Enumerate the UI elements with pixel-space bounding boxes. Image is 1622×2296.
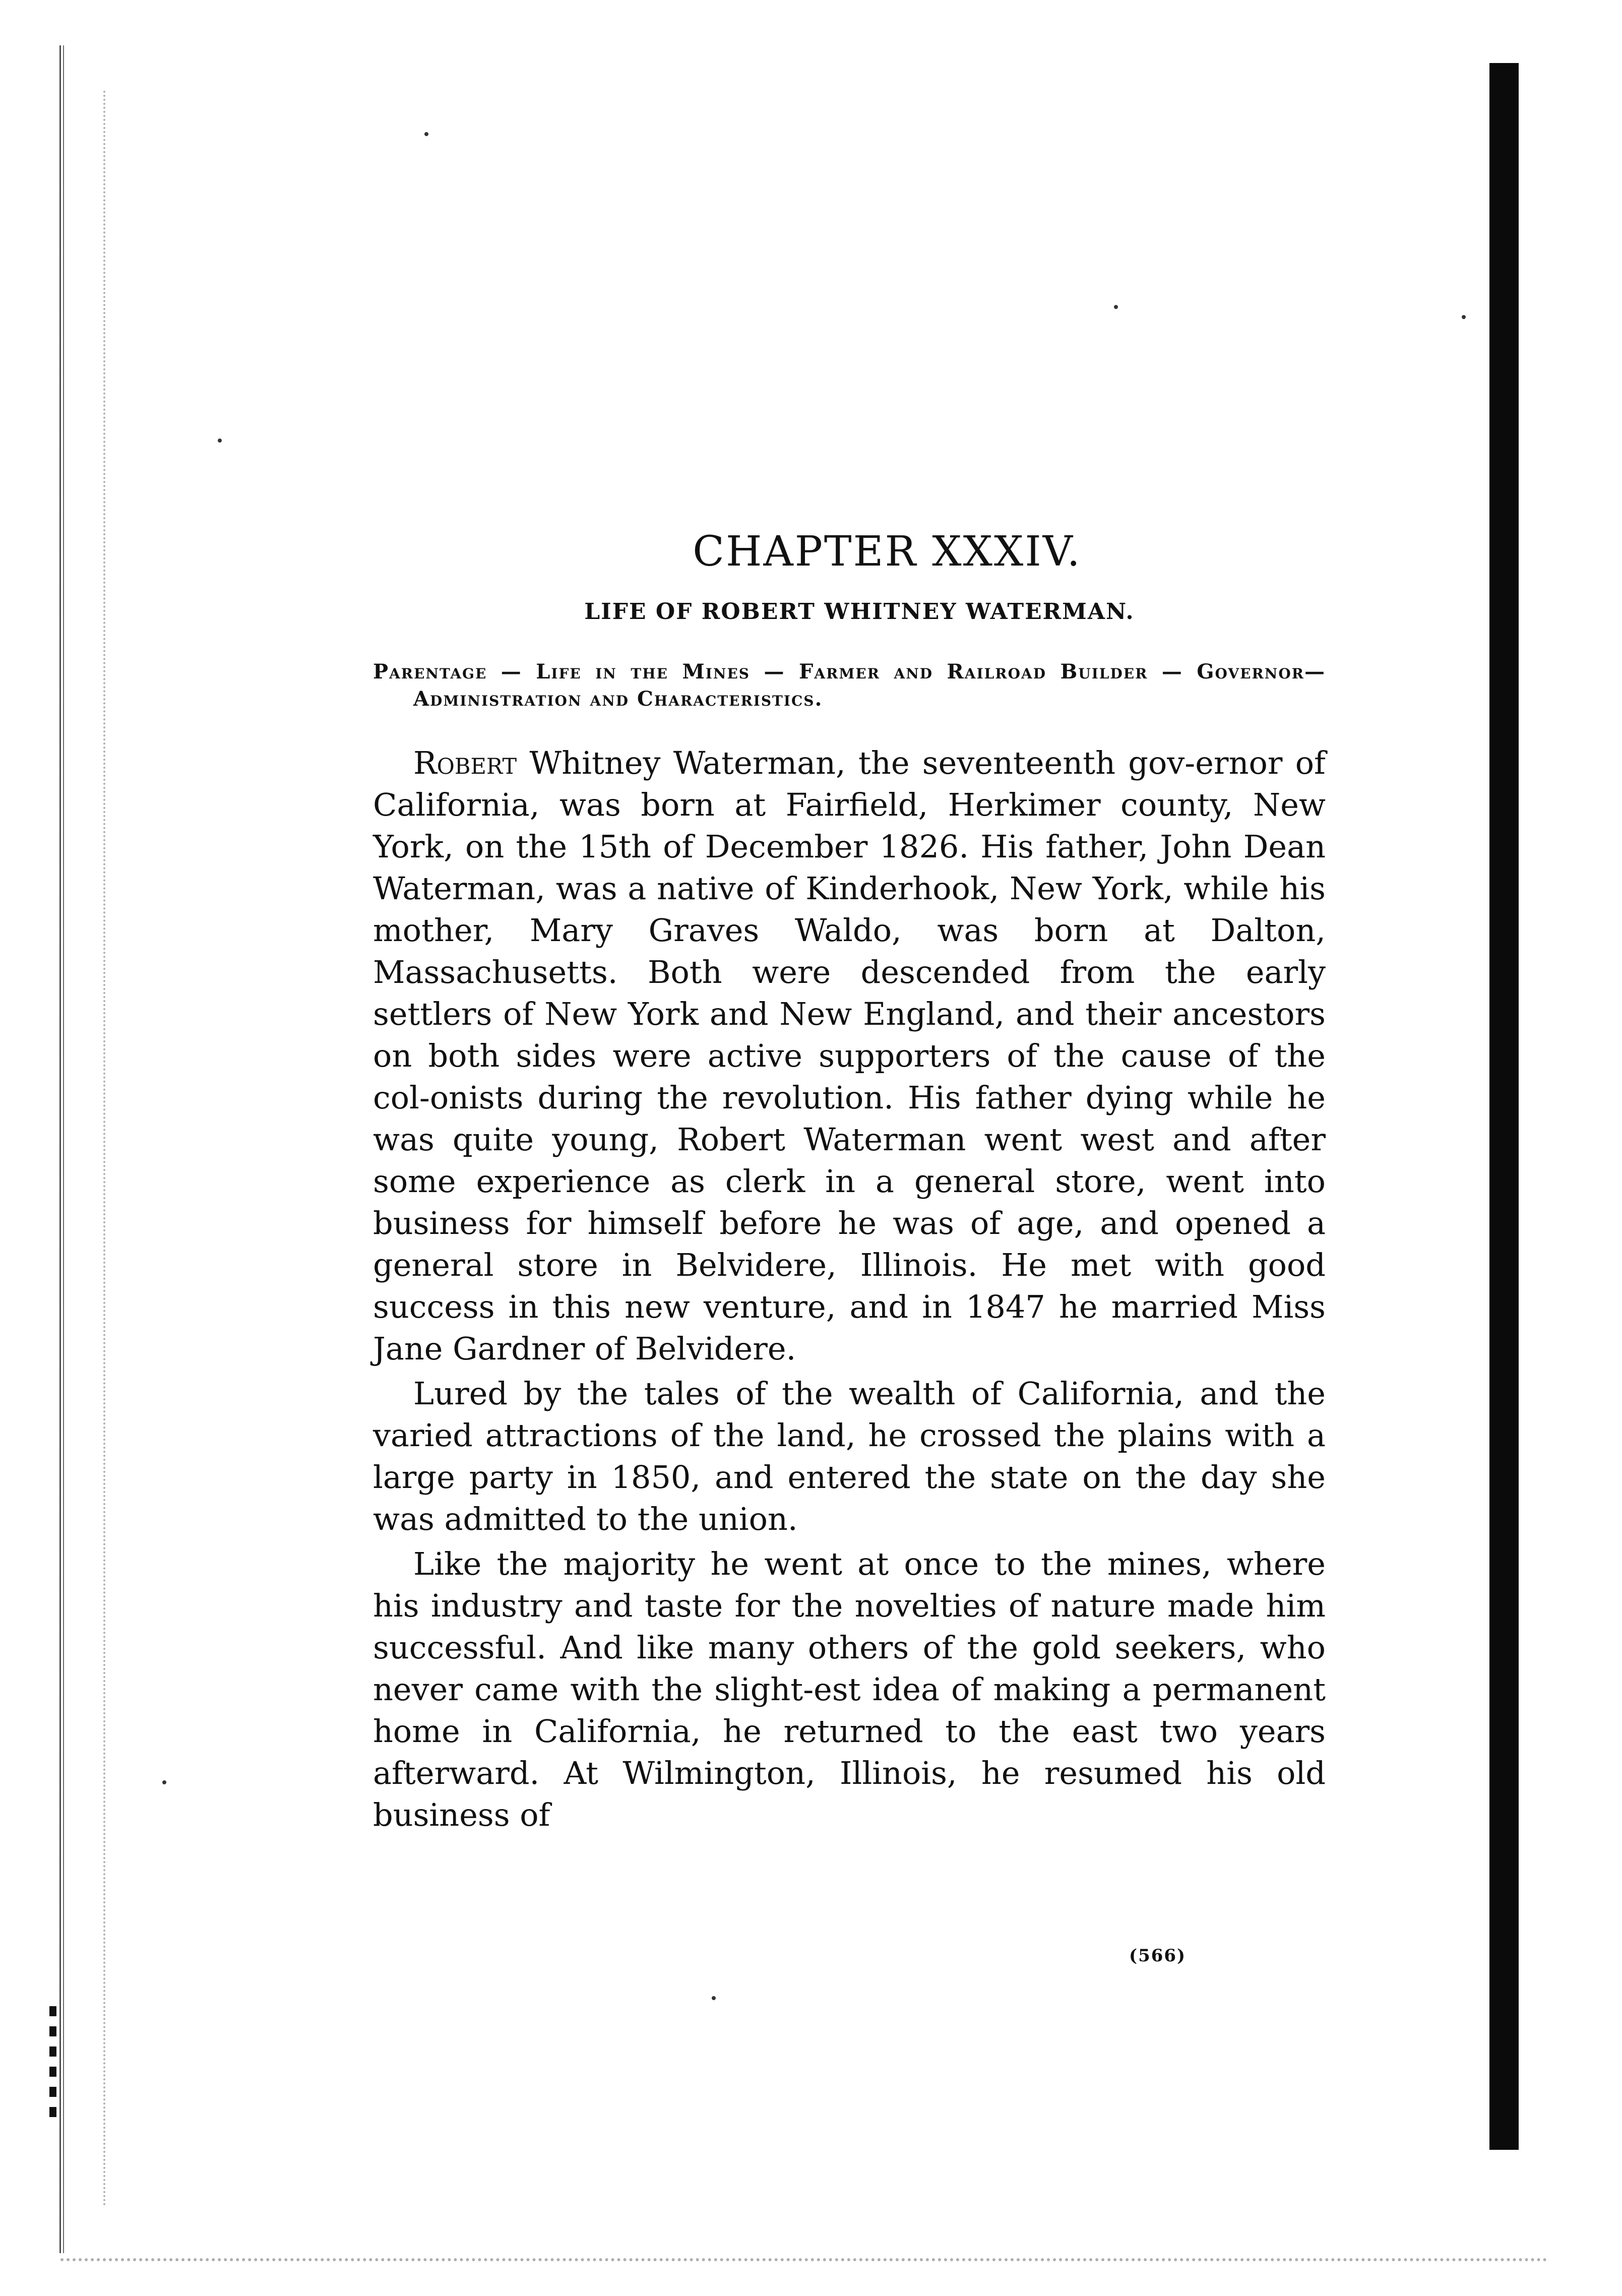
- scan-edge-bottom: [60, 2228, 1547, 2261]
- paragraph-1: [373, 742, 1326, 1370]
- scan-speck: [218, 439, 222, 443]
- chapter-title: CHAPTER XXXIV.: [693, 528, 1082, 576]
- page-content: [373, 524, 1326, 1836]
- chapter-synopsis: Parentage — Life in the Mines — Farmer and Railroad Builder — Governor—Administration and Characteristics.: [373, 660, 1326, 711]
- scan-speck: [1114, 305, 1118, 309]
- scan-speck: [162, 1780, 166, 1784]
- paragraph-3: Like the majority he went at once to the mines, where his industry and taste for the novelties of nature made him successful. And like many others of the gold seekers, who never came with the slight-est idea of making a permanent home in California, he returned to the east two years afterward. At Wilmington, Illinois, he resumed his old business of: [373, 1545, 1326, 1833]
- scan-edge-right: [1489, 63, 1519, 2150]
- scan-edge-left: [59, 45, 67, 2253]
- paragraph-2: Lured by the tales of the wealth of California, and the varied attractions of the land, he crossed the plains with a large party in 1850, and entered the state on the day she was admitted to the union.: [373, 1375, 1326, 1537]
- body-text: [373, 742, 1326, 1836]
- scan-speck: [712, 1996, 716, 2000]
- scan-speck: [424, 132, 428, 136]
- paragraph-1-text: Whitney Waterman, the seventeenth gov-ernor of California, was born at Fairfield, Herkimer county, New York, on the 15th of December 1826. His father, John Dean Waterman, was a native of Kinderhook, New York, while his mother, Mary Graves Waldo, was born at Dalton, Massachusetts. Both were descended from the early settlers of New York and New England, and their ancestors on both sides were active supporters of the cause of the col-onists during the revolution. His father dying while he was quite young, Robert Waterman went west and after some experience as clerk in a general store, went into business for himself before he was of age, and opened a general store in Belvidere, Illinois. He met with good success in this new venture, and in 1847 he married Miss Jane Gardner of Belvidere.: [373, 744, 1326, 1367]
- scan-edge-left-dotted: [103, 91, 108, 2208]
- chapter-subtitle: LIFE OF ROBERT WHITNEY WATERMAN.: [584, 599, 1135, 625]
- scan-dash-marks: [49, 2006, 56, 2127]
- scan-speck: [1462, 315, 1466, 319]
- paragraph-1-lead: Robert: [413, 744, 517, 781]
- page-number: (566): [1129, 1946, 1187, 1966]
